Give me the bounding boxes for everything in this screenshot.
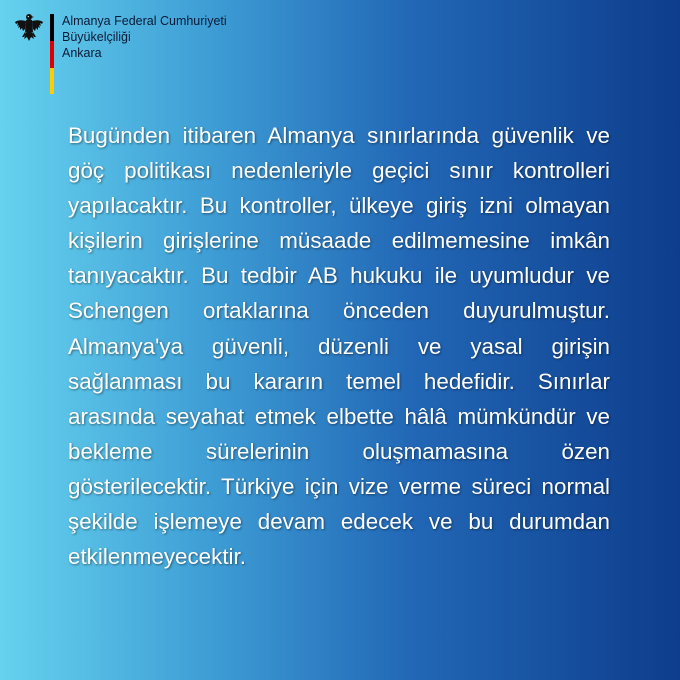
german-flag-bar — [50, 14, 54, 94]
flag-stripe-red — [50, 41, 54, 68]
embassy-name — [62, 13, 227, 61]
embassy-name-line-2: Büyükelçiliği — [62, 30, 131, 44]
federal-eagle-icon — [14, 12, 44, 46]
announcement-text: Bugünden itibaren Almanya sınırlarında güvenlik ve göç politikası nedenleriyle geçici sınır kontrolleri yapılacaktır. Bu kontroller, ülkeye giriş izni olmayan kişilerin girişlerine müsaade edilmemesine imkân tanıyacaktır. Bu tedbir AB hukuku ile uyumludur ve Schengen ortaklarına önceden duyurulmuştur. Almanya'ya güvenli, düzenli ve yasal girişin sağlanması bu kararın temel hedefidir. Sınırlar arasında seyahat etmek elbette hâlâ mümkündür ve bekleme sürelerinin oluşmamasına özen gösterilecektir. Türkiye için vize verme süreci normal şekilde işlemeye devam edecek ve bu durumdan etkilenmeyecektir. — [68, 123, 610, 570]
embassy-name-line-1: Almanya Federal Cumhuriyeti — [62, 14, 227, 28]
flag-stripe-gold — [50, 68, 54, 94]
flag-stripe-black — [50, 14, 54, 41]
embassy-header — [14, 12, 314, 94]
embassy-name-line-3: Ankara — [62, 46, 102, 60]
